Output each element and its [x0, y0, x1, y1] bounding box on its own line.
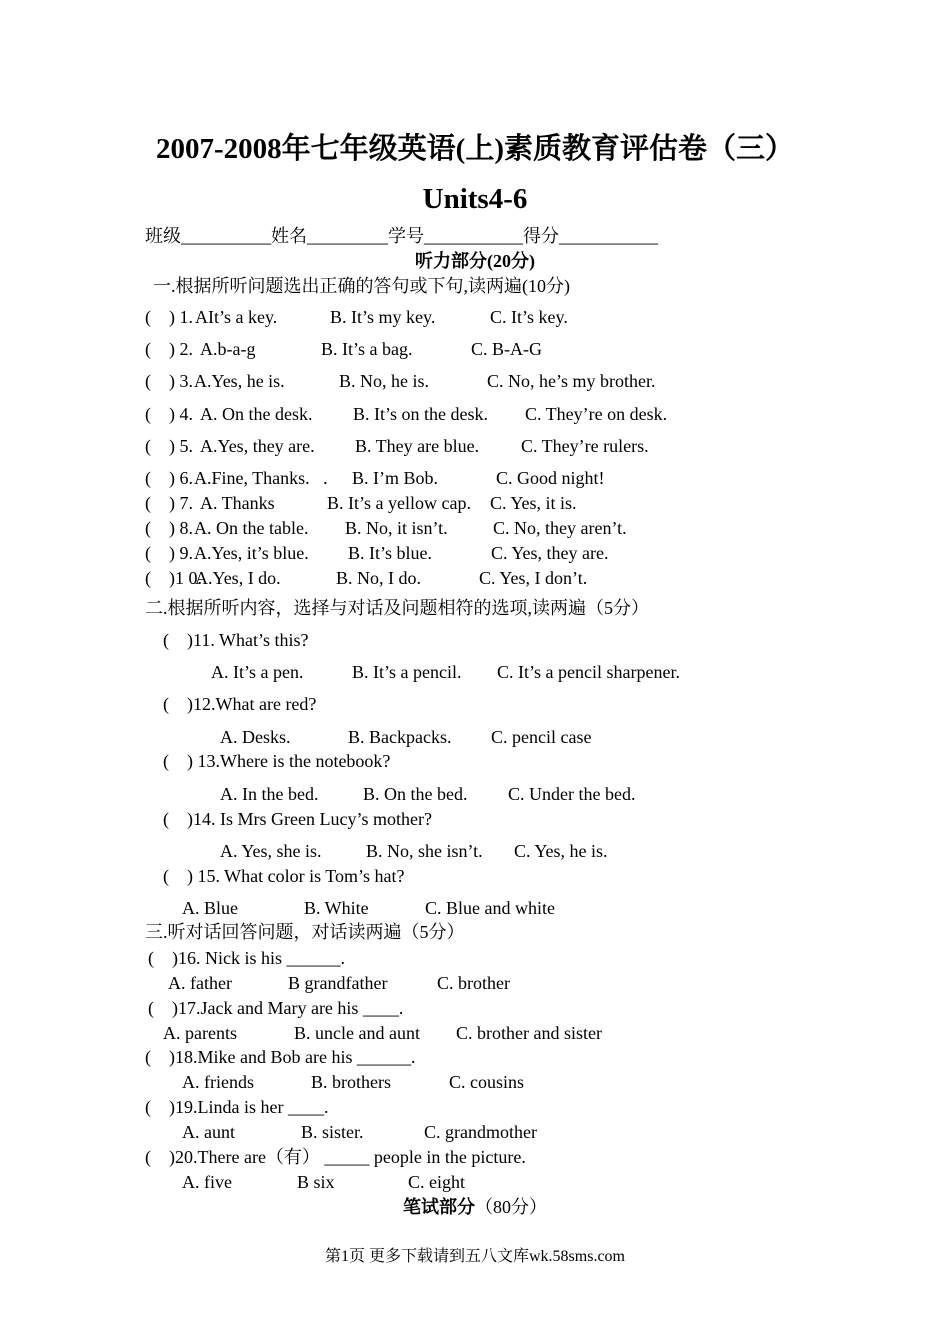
option-a: A.Fine, Thanks. .: [194, 468, 328, 488]
q-stem: ( )12.What are red?: [163, 694, 317, 714]
section3-heading: 三.听对话回答问题，对话读两遍（5分）: [145, 922, 465, 942]
option-c: C. grandmother: [424, 1122, 537, 1142]
option-a: A. Yes, she is.: [220, 841, 322, 861]
option-a: A. parents: [163, 1023, 237, 1043]
option-c: C. Yes, it is.: [490, 493, 577, 513]
option-b: B grandfather: [288, 973, 388, 993]
student-info-line: 班级__________姓名_________学号___________得分___________: [145, 226, 658, 246]
section2-heading: 二.根据所听内容，选择与对话及问题相符的选项,读两遍（5分）: [145, 598, 649, 618]
option-a: A. It’s a pen.: [211, 662, 304, 682]
q-number: ( ) 7.: [145, 493, 193, 513]
option-a: A. On the table.: [194, 518, 309, 538]
q-stem: ( )19.Linda is her ____.: [145, 1097, 329, 1117]
q-number: ( ) 5.: [145, 436, 193, 456]
option-b: B. It’s blue.: [348, 543, 432, 563]
q-stem: ( ) 15. What color is Tom’s hat?: [163, 866, 405, 886]
option-a: A. Blue: [182, 898, 238, 918]
q-number: ( ) 8.: [145, 518, 193, 538]
q-number: ( ) 1.: [145, 307, 193, 327]
option-b: B. On the bed.: [363, 784, 468, 804]
option-a: A.Yes, I do.: [195, 568, 281, 588]
page-footer: 第1页 更多下载请到五八文库wk.58sms.com: [324, 1248, 625, 1265]
option-b: B. It’s a yellow cap.: [327, 493, 471, 513]
option-b: B. No, she isn’t.: [366, 841, 483, 861]
option-b: B. No, it isn’t.: [345, 518, 448, 538]
q-stem: ( )18.Mike and Bob are his ______.: [145, 1047, 416, 1067]
option-c: C. They’re on desk.: [525, 404, 668, 424]
page-title: 2007-2008年七年级英语(上)素质教育评估卷（三）: [156, 133, 794, 165]
option-b: B. White: [304, 898, 369, 918]
option-b: B. No, he is.: [339, 371, 429, 391]
option-a: A.Yes, he is.: [194, 371, 285, 391]
option-a: A.Yes, it’s blue.: [194, 543, 309, 563]
option-b: B. It’s my key.: [330, 307, 436, 327]
option-a: A.Yes, they are.: [200, 436, 315, 456]
option-c: C. It’s key.: [490, 307, 568, 327]
option-b: B. It’s on the desk.: [353, 404, 488, 424]
written-header-title: 笔试部分: [403, 1197, 475, 1217]
option-b: B. No, I do.: [336, 568, 421, 588]
option-a: A. Thanks: [200, 493, 275, 513]
q-stem: ( )16. Nick is his ______.: [148, 948, 345, 968]
option-a: A. father: [168, 973, 232, 993]
q-stem: ( )20.There are（有） _____ people in the picture.: [145, 1147, 526, 1167]
option-b: B. It’s a pencil.: [352, 662, 462, 682]
option-a: A. Desks.: [220, 727, 291, 747]
q-number: ( ) 9.: [145, 543, 193, 563]
option-a: A. In the bed.: [220, 784, 319, 804]
option-b: B. They are blue.: [355, 436, 480, 456]
option-b: B. brothers: [311, 1072, 391, 1092]
option-c: C. brother: [437, 973, 510, 993]
q-number: ( ) 4.: [145, 404, 193, 424]
option-b: B six: [297, 1172, 335, 1192]
option-c: C. Yes, he is.: [514, 841, 608, 861]
q-number: ( )1 0.: [145, 568, 202, 588]
listening-header: 听力部分(20分): [415, 251, 535, 271]
option-c: C. No, he’s my brother.: [487, 371, 656, 391]
option-a: A. On the desk.: [200, 404, 313, 424]
option-a: A.b-a-g: [200, 339, 256, 359]
q-stem: ( )17.Jack and Mary are his ____.: [148, 998, 404, 1018]
option-c: C. cousins: [449, 1072, 525, 1092]
option-b: B. I’m Bob.: [352, 468, 439, 488]
option-a: A. five: [182, 1172, 232, 1192]
section1-heading: 一.根据所听问题选出正确的答句或下句,读两遍(10分): [153, 276, 570, 296]
option-c: C. Under the bed.: [508, 784, 636, 804]
option-c: C. They’re rulers.: [521, 436, 649, 456]
option-c: C. B-A-G: [471, 339, 542, 359]
option-c: C. Yes, they are.: [491, 543, 609, 563]
option-c: C. Blue and white: [425, 898, 555, 918]
option-b: B. Backpacks.: [348, 727, 452, 747]
option-c: C. Yes, I don’t.: [479, 568, 588, 588]
option-c: C. brother and sister: [456, 1023, 602, 1043]
written-header: [0, 1196, 950, 1218]
option-a: A. aunt: [182, 1122, 235, 1142]
option-c: C. No, they aren’t.: [493, 518, 627, 538]
option-b: B. sister.: [301, 1122, 364, 1142]
page-subtitle: Units4-6: [422, 183, 528, 215]
option-a: A. friends: [182, 1072, 254, 1092]
option-c: C. pencil case: [491, 727, 592, 747]
q-number: ( ) 3.: [145, 371, 193, 391]
q-stem: ( )11. What’s this?: [163, 630, 309, 650]
option-a: AIt’s a key.: [195, 307, 278, 327]
option-c: C. Good night!: [496, 468, 605, 488]
written-header-score: （80分）: [475, 1197, 547, 1217]
option-c: C. It’s a pencil sharpener.: [497, 662, 680, 682]
option-c: C. eight: [408, 1172, 465, 1192]
q-stem: ( )14. Is Mrs Green Lucy’s mother?: [163, 809, 432, 829]
option-b: B. uncle and aunt: [294, 1023, 420, 1043]
q-stem: ( ) 13.Where is the notebook?: [163, 751, 391, 771]
q-number: ( ) 6.: [145, 468, 193, 488]
q-number: ( ) 2.: [145, 339, 193, 359]
option-b: B. It’s a bag.: [321, 339, 413, 359]
